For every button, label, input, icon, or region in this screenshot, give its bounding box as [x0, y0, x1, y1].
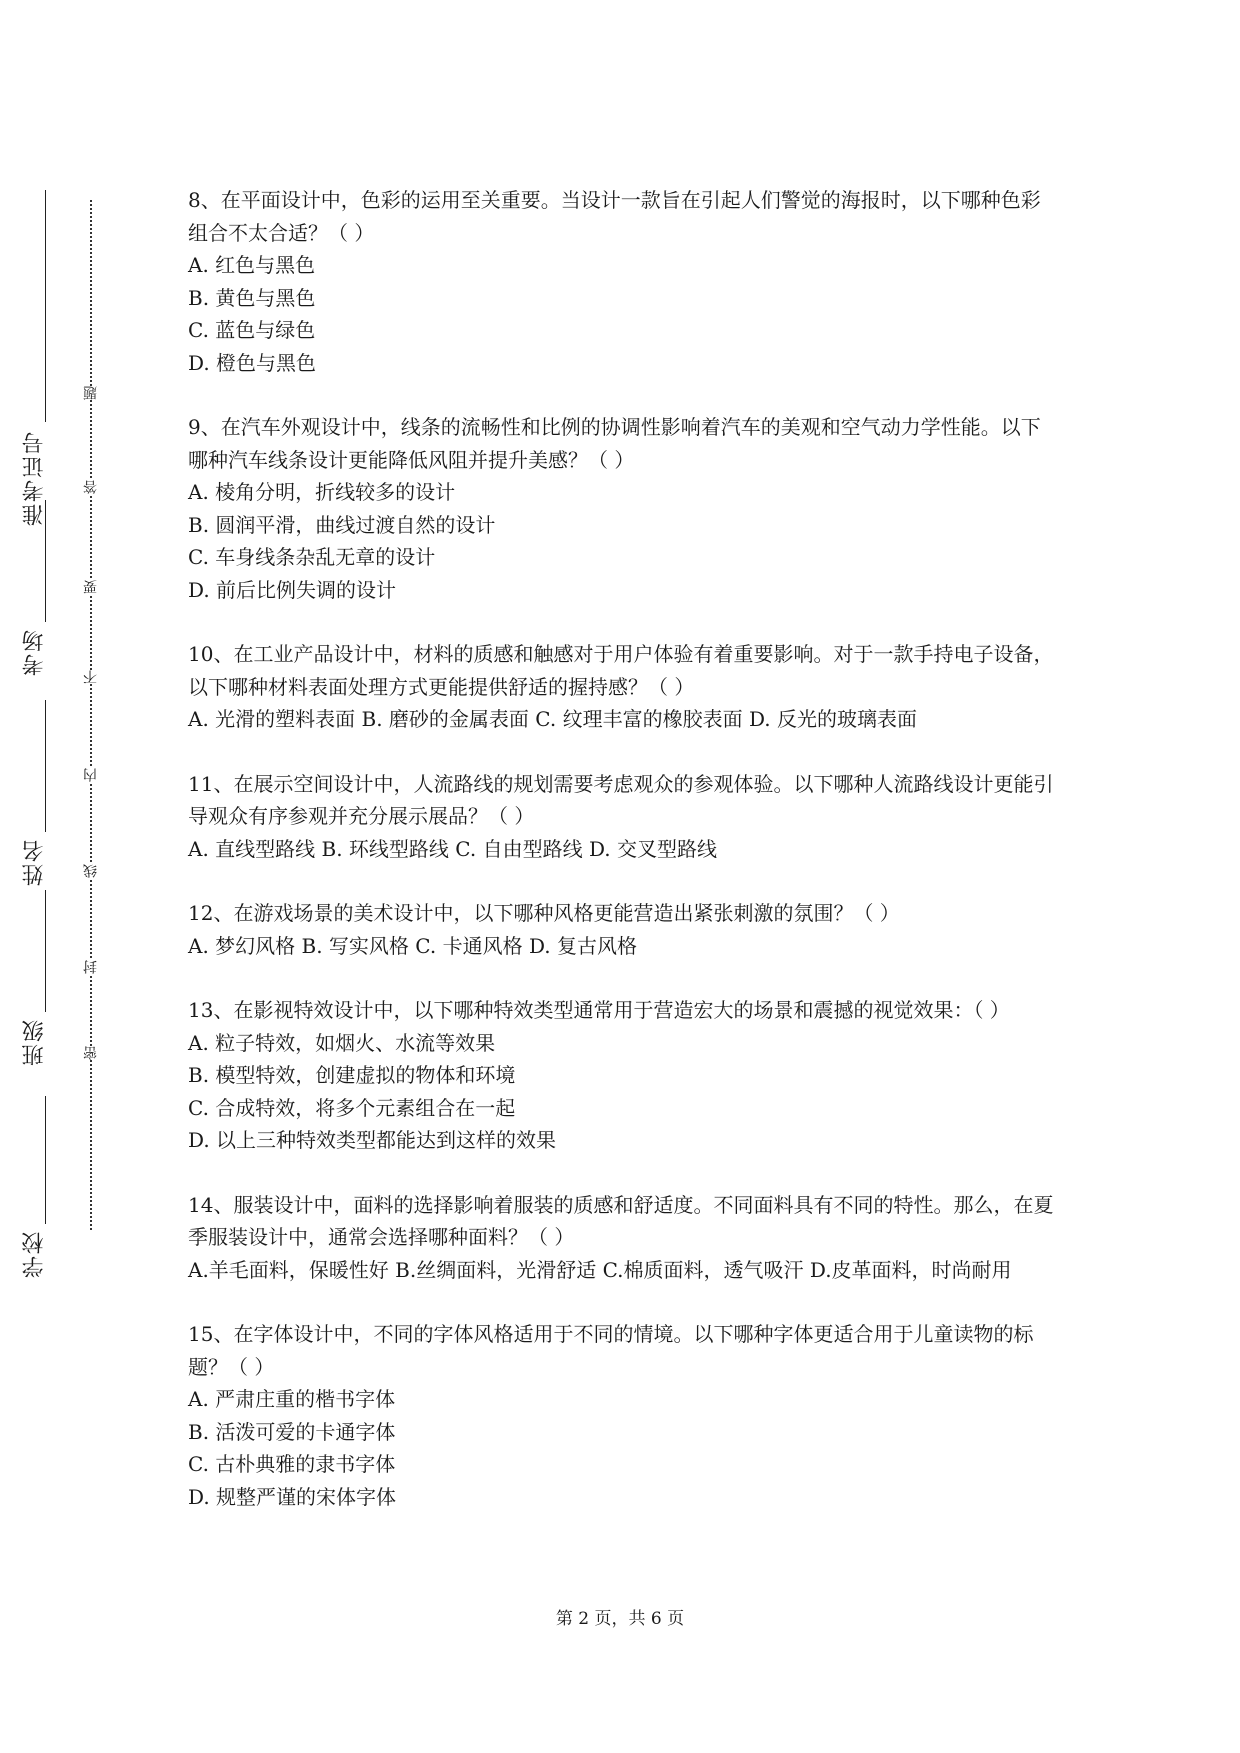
- question-14: [188, 1189, 1058, 1287]
- binding-margin: [0, 0, 110, 1753]
- options-line: A. 直线型路线 B. 环线型路线 C. 自由型路线 D. 交叉型路线: [188, 836, 717, 861]
- option-d: D. 前后比例失调的设计: [188, 577, 397, 602]
- question-stem: 12、在游戏场景的美术设计中，以下哪种风格更能营造出紧张刺激的氛围？（ ）: [188, 901, 900, 925]
- option-b: B. 黄色与黑色: [188, 285, 316, 310]
- admission-number-label: 准考证号: [22, 430, 47, 526]
- seal-char: 内: [83, 768, 99, 782]
- seal-char: 密: [83, 1046, 99, 1060]
- class-line: [45, 890, 46, 1012]
- name-label: 姓名: [22, 838, 47, 886]
- question-9: [188, 411, 1058, 606]
- option-a: A. 严肃庄重的楷书字体: [188, 1387, 396, 1411]
- option-c: C. 古朴典雅的隶书字体: [188, 1452, 396, 1476]
- class-label: 班级: [22, 1018, 47, 1066]
- seal-dotted-line: [90, 200, 92, 1230]
- question-stem: 11、在展示空间设计中，人流路线的规划需要考虑观众的参观体验。以下哪种人流路线设计更能引导观众有序参观并充分展示展品？（ ）: [188, 771, 1054, 828]
- question-list: [188, 184, 1058, 1545]
- seal-char: 线: [83, 864, 99, 878]
- option-c: C. 车身线条杂乱无章的设计: [188, 545, 436, 569]
- seal-char: 不: [83, 670, 99, 684]
- option-b: B. 活泼可爱的卡通字体: [188, 1419, 396, 1444]
- question-stem: 14、服装设计中，面料的选择影响着服装的质感和舒适度。不同面料具有不同的特性。那么，在夏季服装设计中，通常会选择哪种面料？（ ）: [188, 1192, 1054, 1249]
- option-d: D. 规整严谨的宋体字体: [188, 1484, 397, 1509]
- option-b: B. 模型特效，创建虚拟的物体和环境: [188, 1063, 516, 1087]
- options-line: A.羊毛面料，保暖性好 B.丝绸面料，光滑舒适 C.棉质面料，透气吸汗 D.皮革面料，时尚耐用: [188, 1257, 1012, 1282]
- options-line: A. 光滑的塑料表面 B. 磨砂的金属表面 C. 纹理丰富的橡胶表面 D. 反光的玻璃表面: [188, 707, 917, 731]
- question-10: [188, 638, 1058, 736]
- page-footer: 第 2 页，共 6 页: [555, 1609, 685, 1629]
- seal-char: 要: [83, 580, 99, 594]
- option-a: A. 粒子特效，如烟火、水流等效果: [188, 1030, 496, 1055]
- question-stem: 13、在影视特效设计中，以下哪种特效类型通常用于营造宏大的场景和震撼的视觉效果：（ ）: [188, 998, 1010, 1022]
- option-c: C. 合成特效，将多个元素组合在一起: [188, 1095, 516, 1120]
- school-label: 学校: [22, 1230, 47, 1278]
- question-stem: 15、在字体设计中，不同的字体风格适用于不同的情境。以下哪种字体更适合用于儿童读物的标题？（ ）: [188, 1322, 1034, 1379]
- option-a: A. 棱角分明，折线较多的设计: [188, 480, 456, 504]
- exam-room-label: 考场: [22, 628, 47, 676]
- seal-char: 封: [83, 960, 99, 974]
- question-13: [188, 994, 1058, 1157]
- option-a: A. 红色与黑色: [188, 253, 316, 277]
- seal-char: 题: [83, 386, 99, 400]
- question-15: [188, 1318, 1058, 1513]
- admission-number-line: [45, 190, 46, 422]
- question-stem: 8、在平面设计中，色彩的运用至关重要。当设计一款旨在引起人们警觉的海报时，以下哪种色彩组合不太合适？（ ）: [188, 188, 1041, 245]
- option-d: D. 以上三种特效类型都能达到这样的效果: [188, 1128, 557, 1152]
- options-line: A. 梦幻风格 B. 写实风格 C. 卡通风格 D. 复古风格: [188, 933, 637, 958]
- option-b: B. 圆润平滑，曲线过渡自然的设计: [188, 512, 496, 537]
- exam-room-line: [45, 500, 46, 622]
- question-11: [188, 768, 1058, 866]
- question-stem: 9、在汽车外观设计中，线条的流畅性和比例的协调性影响着汽车的美观和空气动力学性能。以下哪种汽车线条设计更能降低风阻并提升美感？（ ）: [188, 415, 1041, 472]
- option-c: C. 蓝色与绿色: [188, 318, 316, 342]
- question-stem: 10、在工业产品设计中，材料的质感和触感对于用户体验有着重要影响。对于一款手持电子设备，以下哪种材料表面处理方式更能提供舒适的握持感？（ ）: [188, 642, 1054, 699]
- option-d: D. 橙色与黑色: [188, 350, 317, 375]
- question-8: [188, 184, 1058, 379]
- seal-char: 答: [83, 480, 99, 494]
- school-line: [45, 1096, 46, 1224]
- name-line: [45, 700, 46, 832]
- question-12: [188, 897, 1058, 962]
